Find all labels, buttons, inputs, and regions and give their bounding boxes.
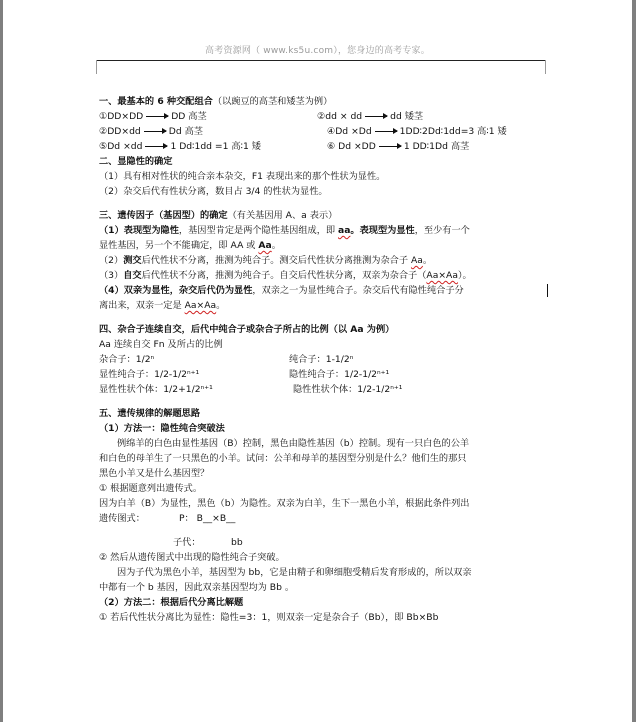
section-3-item-2: （2）测交后代性状不分离，推测为纯合子。测交后代性状分离推测为杂合子 Aa。 [99,255,433,266]
arrow-icon [375,131,397,132]
step-1: ① 根据题意列出遗传式。 [99,483,203,494]
ratio-row-1: 杂合子：1/2ⁿ 纯合子：1-1/2ⁿ [99,354,354,365]
section-5-heading: 五、遗传规律的解题思路 [99,408,201,419]
step-2-explain: 因为子代为黑色小羊，基因型为 bb，它是由精子和卵细胞受精后发育形成的，所以双亲 [117,567,472,578]
section-2-item-2: （2）杂交后代有性状分离，数目占 3/4 的性状为显性。 [99,186,328,197]
step-2-conclusion: 中都有一个 b 基因，因此双亲基因型均为 Bb 。 [99,582,295,593]
method-2-step-1: ① 若后代性状分离比为显性：隐性=3：1，则双亲一定是杂合子（Bb），即 Bb×Bb [99,612,439,623]
document-body[interactable] [99,94,553,625]
section-3-item-4: （4）双亲为显性，杂交后代仍为显性，双亲之一为显性纯合子。杂交后代有隐性纯合子分 [99,283,553,298]
section-3-heading: 三、遗传因子（基因型）的确定（有关基因用 A、a 表示） [99,210,338,221]
arrow-icon [146,116,168,117]
genetic-diagram-p: 遗传图式： P： B__×B__ [99,513,236,524]
arrow-icon [145,146,167,147]
arrow-icon [379,146,401,147]
section-4-intro: Aa 连续自交 Fn 及所占的比例 [99,339,223,350]
example-line-1: 例绵羊的白色由显性基因（B）控制，黑色由隐性基因（b）控制。现有一只白色的公羊 [117,438,470,449]
arrow-icon [365,116,387,117]
ratio-row-2: 显性纯合子：1/2-1/2ⁿ⁺¹ 隐性纯合子：1/2-1/2ⁿ⁺¹ [99,369,390,380]
crop-mark-right [545,60,546,74]
method-2-title: （2）方法二：根据后代分离比解题 [99,597,244,608]
section-3-item-1-cont: 显性基因，另一个不能确定，即 AA 或 Aa。 [99,240,281,251]
text-cursor [547,284,548,297]
step-2: ② 然后从遗传图式中出现的隐性纯合子突破。 [99,552,285,563]
crop-mark-left [96,60,97,74]
step-1-explain: 因为白羊（B）为显性，黑色（b）为隐性。双亲为白羊，生下一黑色小羊，根据此条件列出 [99,498,470,509]
cross-row-1: ①DD×DD DD 高茎 ②dd × dd dd 矮茎 [99,111,424,122]
section-3-item-3: （3）自交后代性状不分离，推测为纯合子。自交后代性状分离，双亲为杂合子（Aa×Aa）。 [99,270,472,281]
genetic-diagram-offspring: 子代： bb [173,537,243,548]
page-header: 高考资源网（ www.ks5u.com），您身边的高考专家。 [205,46,430,56]
example-line-3: 黑色小羊又是什么基因型？ [99,468,210,479]
cross-row-3: ⑤Dd ×dd 1 Dd∶1dd =1 高∶1 矮 ⑥ Dd ×DD 1 DD∶1Dd 高茎 [99,141,470,152]
header-rule [96,60,545,61]
section-3-item-1: （1）表现型为隐性，基因型肯定是两个隐性基因组成，即 aa。表现型为显性，至少有一个 [99,225,470,236]
ratio-row-3: 显性性状个体：1/2+1/2ⁿ⁺¹ 隐性性状个体：1/2-1/2ⁿ⁺¹ [99,384,403,395]
section-1-heading: 一、最基本的 6 种交配组合（以豌豆的高茎和矮茎为例） [99,96,333,107]
section-4-heading: 四、杂合子连续自交，后代中纯合子或杂合子所占的比例（以 Aa 为例） [99,324,395,335]
arrow-icon [144,131,166,132]
cross-row-2: ②DD×dd Dd 高茎 ④Dd ×Dd 1DD∶2Dd∶1dd=3 高∶1 矮 [99,126,507,137]
method-1-title: （1）方法一：隐性纯合突破法 [99,423,225,434]
section-3-item-4-cont: 离出来，双亲一定是 Aa×Aa。 [99,300,226,311]
document-page [3,0,632,722]
example-line-2: 和白色的母羊生了一只黑色的小羊。试问：公羊和母羊的基因型分别是什么？他们生的那只 [99,453,467,464]
section-2-item-1: （1）具有相对性状的纯合亲本杂交，F1 表现出来的那个性状为显性。 [99,171,386,182]
section-2-heading: 二、显隐性的确定 [99,156,173,167]
